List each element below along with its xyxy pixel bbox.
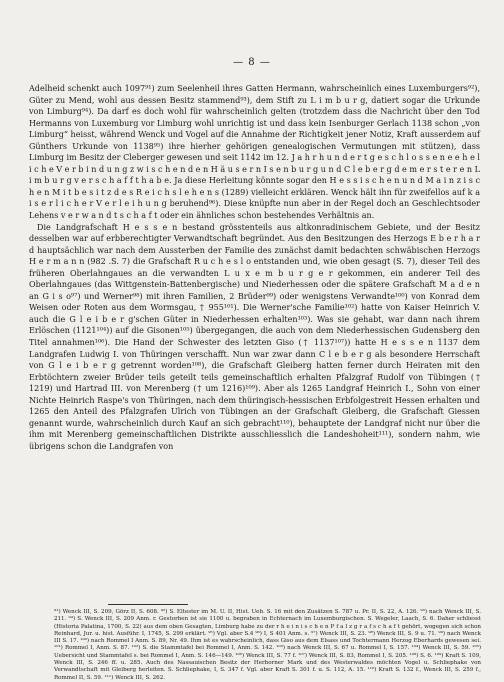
page-number: — 8 —: [233, 57, 271, 68]
body-text: [29, 83, 480, 453]
paragraph: Adelheid schenkt auch 1097⁹¹) zum Seelenheil ihres Gatten Hermann, wahrscheinlich eines Luxemburgers⁹²), Güter zu Mend, wohl aus dessen Besitz stammend⁹³), dem Stift zu L i m b u r g, datiert sogar die Urkunde von Limburg⁹⁴). Da darf es doch wohl für wahrscheinlich gelten (trotzdem dass die Nachricht über den Tod Hermanns von Luxemburg vor Limburg wohl unrichtig ist und dass kein Isenburger Gerlach 1138 schon „von Limburg“ heisst, während Wenck und Vogel auf die Annahme der Richtigkeit jener Notiz, Kraft ausserdem auf Günthers Urkunde von 1138⁹⁵) ihre hierher gehörigen genealogischen Vermutungen mit stützen), dass Limburg im Besitz der Cleberger gewesen und seit 1142 im 12. J a h r h u n d e r t g e s c h l o s s e n e e h e l i c h e V e r b i n d u n g z w i s c h e n d e n H ä u s e r n I s e n b u r g u n d C l e b e r g d e m e r s t e r e n L i m b u r g v e r s c h a f f t h a b e. Ja diese Herleitung könnte sogar den H e s s i s c h e n u n d M a i n z i s c h e n M i t b e s i t z d e s R e i c h s l e h e n s (1289) vielleicht erklären. Wenck hält ihn für zweifellos auf k a i s e r l i c h e r V e r l e i h u n g beruhend⁹⁶). Diese knüpfte nun aber in der Regel doch an Geschlechtsoder Lehens v e r w a n d t s c h a f t oder ein ähnliches schon bestehendes Verhältnis an.: [29, 84, 480, 221]
footnotes: [54, 609, 481, 682]
footnote-text: ⁹¹) Wenck III, S. 209, Görz II, S. 608. ⁹²) S. Eltester im M. U. II, Hist. Ueb. S. 16 mit den Zusätzen S. 787 u. Pr. II, S. 22, A. 126. ⁹³) nach Wenck III, S. 211. ⁹⁴) S. Wenck III, S. 209 Anm. r. Gestorben ist sie 1100 u. begraben in Echternach im Luxemburgischen. S. Wegeler, Laach, S. 6. Daher schliesst (Historia Palatina, 1700, S. 22) aus dem oben Gesagten, Limburg habe zu der r h e i n i s c h e n P f a l z g r a f s c h a f t gehört, wogegen sich schon Reinhard, Jur. u. hist. Ausführ. I, 1745, S. 299 erklärt. ⁹⁵) Vgl. aber S.4 ⁹⁶) I, S 401 Anm. s. ⁹⁷) Wenck III, S. 23. ⁹⁸) Wenck III, S. 9 u. 71. ⁹⁹) nach Wenck III S. 17. ¹⁰⁰) nach Rommel I Anm. S. 89, Nr. 49. Ihm ist es wahrscheinlich, dass Giso aus dem Elsass und Tochtermann Herzog Eberhards gewesen sei. ¹⁰¹) Rommel I, Anm. S. 87. ¹⁰²) S. die Stammtafel bei Rommel I, Anm. S. 142. ¹⁰³) nach Wenck III, S. 67 u. Rommel I, S. 157. ¹⁰⁴) Wenck III, S. 59. ¹⁰⁵) Uebersicht und Stammtafel s. bei Rommel I, Anm. S. 146—149. ¹⁰⁶) Wenck III, S. 77 f. ¹⁰⁷) Wenck III, S. 83, Rommel I, S. 205. ¹⁰⁸) S. 6. ¹⁰⁹) Kraft S. 109, Wenck III, S. 246 ff. u. 285. Auch des Nassauischen Besitz der Herborner Mark und des Westerwaldes möchten Vogel u. Schliephake von Verwandtschaft mit Gleiberg herleiten. S. Schliephake, I, S. 347 f. Vgl. aber Kraft S. 301 f. u. S. 112, A. 15. ¹¹⁰) Kraft S. 132 f., Wenck III, S. 259 f., Rommel II, S. 59. ¹¹¹) Wenck III, S. 262.: [54, 609, 481, 681]
paragraph: Die Landgrafschaft H e s s e n bestand grösstenteils aus altkonradinischem Gebiete, und der Besitz desselben war auf erbberechtigter Verwandtschaft begründet. Aus den Besitzungen des Herzogs E b e r h a r d hauptsächlich war nach dem Aussterben der Familie des zunächst damit bedachten schwäbischen Herzogs H e r m a n n (982 .S. 7) die Grafschaft R u c h e s l o entstanden und, wie oben gesagt (S. 7), dieser Teil des früheren Oberlahngaues an die verwandten L u x e m b u r g e r gekommen, ein anderer Teil des Oberlahngaues (das Wittgenstein-Battenbergische) und Niederhessen oder die spätere Grafschaft M a d e n an G i s o⁹⁷) und Werner⁹⁸) mit ihren Familien, 2 Brüder⁹⁹) oder wenigstens Verwandte¹⁰⁰) von Konrad dem Weisen oder Roten aus dem Wormsgau, † 955¹⁰¹). Die Werner'sche Familie¹⁰²) hatte von Kaiser Heinrich V. auch die G l e i b e r g'schen Güter in Niederhessen erhalten¹⁰³). Was sie gehabt, war dann nach ihrem Erlöschen (1121¹⁰⁴)) auf die Gisonen¹⁰⁵) übergegangen, die auch von dem Niederhessischen Gudensberg den Titel annahmen¹⁰⁶). Die Hand der Schwester des letzten Giso († 1137¹⁰⁷)) hatte H e s s e n 1137 dem Landgrafen Ludwig I. von Thüringen verschafft. Nun war zwar dann C l e b e r g als besondere Herrschaft von G l e i b e r g getrennt worden¹⁰⁸), die Grafschaft Gleiberg hatten ferner durch Heiraten mit den Erbtöchtern zweier Brüder teils geteilt teils gemeinschaftlich erhalten Pfalzgraf Rudolf von Tübingen († 1219) und Hartrad III. von Merenberg († um 1216)¹⁰⁹). Aber als 1265 Landgraf Heinrich I., Sohn von einer Nichte Heinrich Raspe's von Thüringen, nach dem thüringisch-hessischen Erbfolgestreit Hessen erhalten und 1265 den Anteil des Pfalzgrafen Ulrich von Tübingen an der Grafschaft Gleiberg, die Grafschaft Giessen genannt wurde, wahrscheinlich durch Kauf an sich gebracht¹¹⁰), behauptete der Landgraf nicht nur über die ihm mit Merenberg gemeinschaftlichen Distrikte ausschliesslich die Landeshoheit¹¹¹), sondern nahm, wie übrigens schon die Landgrafen von: [29, 222, 480, 451]
footnote-rule: [108, 604, 188, 605]
